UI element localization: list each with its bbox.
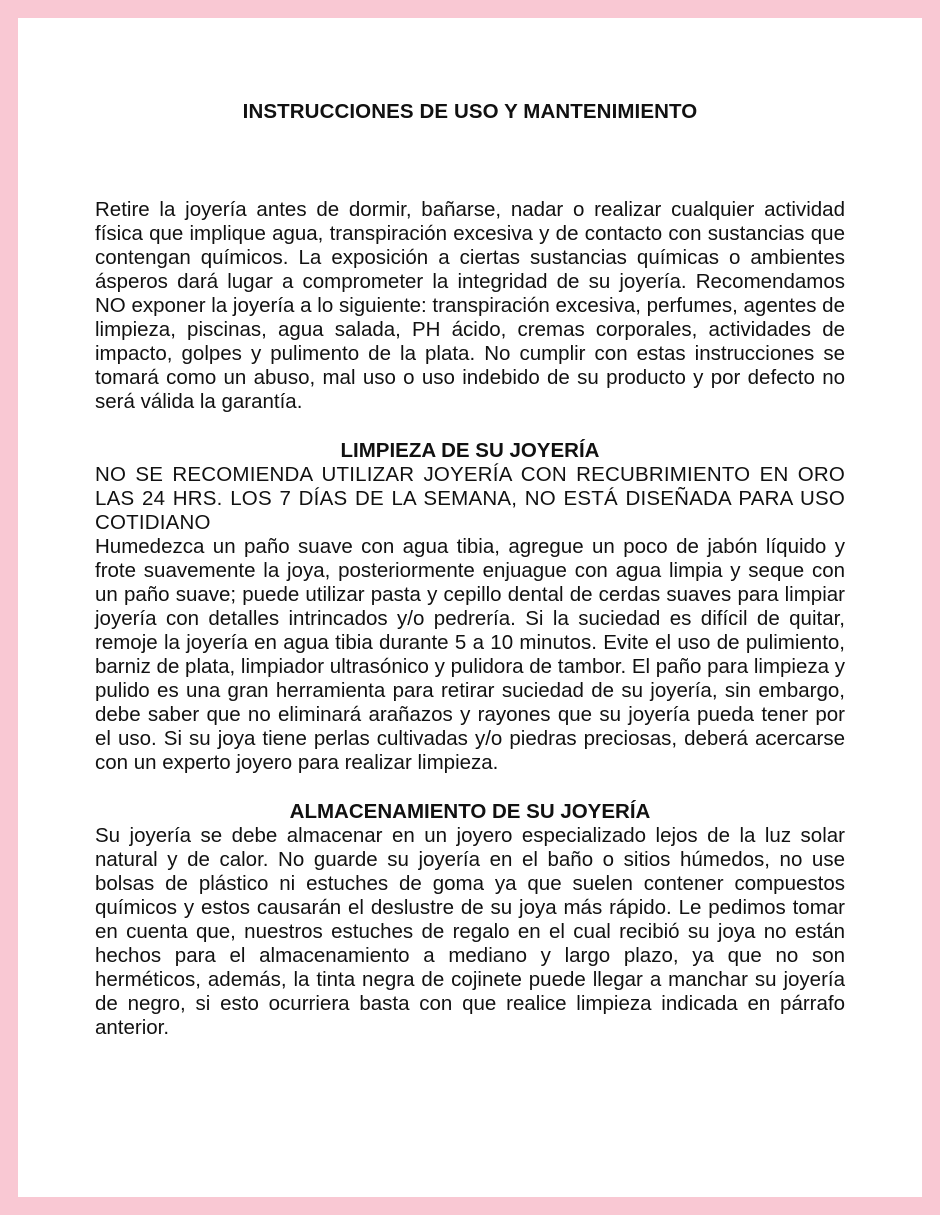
document-page xyxy=(18,18,922,1197)
storage-paragraph: Su joyería se debe almacenar en un joyero especializado lejos de la luz solar natural y de calor. No guarde su joyería en el baño o sitios húmedos, no use bolsas de plástico ni estuches de goma ya que suelen contener compuestos químicos y estos causarán el deslustre de su joya más rápido. Le pedimos tomar en cuenta que, nuestros estuches de regalo en el cual recibió su joya no están hechos para el almacenamiento a mediano y largo plazo, ya que no son herméticos, además, la tinta negra de cojinete puede llegar a manchar su joyería de negro, si esto ocurriera basta con que realice limpieza indicada en párrafo anterior. xyxy=(95,824,845,1039)
document-content xyxy=(95,98,845,1040)
intro-paragraph: Retire la joyería antes de dormir, bañarse, nadar o realizar cualquier actividad física que implique agua, transpiración excesiva y de contacto con sustancias que contengan químicos. La exposición a ciertas sustancias químicas o ambientes ásperos dará lugar a comprometer la integridad de su joyería. Recomendamos NO exponer la joyería a lo siguiente: transpiración excesiva, perfumes, agentes de limpieza, piscinas, agua salada, PH ácido, cremas corporales, actividades de impacto, golpes y pulimento de la plata. No cumplir con estas instrucciones se tomará como un abuso, mal uso o uso indebido de su producto y por defecto no será válida la garantía. xyxy=(95,198,845,413)
cleaning-notice: NO SE RECOMIENDA UTILIZAR JOYERÍA CON RECUBRIMIENTO EN ORO LAS 24 HRS. LOS 7 DÍAS DE LA SEMANA, NO ESTÁ DISEÑADA PARA USO COTIDIANO xyxy=(95,463,845,534)
cleaning-paragraph: Humedezca un paño suave con agua tibia, agregue un poco de jabón líquido y frote suavemente la joya, posteriormente enjuague con agua limpia y seque con un paño suave; puede utilizar pasta y cepillo dental de cerdas suaves para limpiar joyería con detalles intrincados y/o pedrería. Si la suciedad es difícil de quitar, remoje la joyería en agua tibia durante 5 a 10 minutos. Evite el uso de pulimiento, barniz de plata, limpiador ultrasónico y pulidora de tambor. El paño para limpieza y pulido es una gran herramienta para retirar suciedad de su joyería, sin embargo, debe saber que no eliminará arañazos y rayones que su joyería pueda tener por el uso. Si su joya tiene perlas cultivadas y/o piedras preciosas, deberá acercarse con un experto joyero para realizar limpieza. xyxy=(95,535,845,774)
document-title: INSTRUCCIONES DE USO Y MANTENIMIENTO xyxy=(242,100,698,123)
storage-heading: ALMACENAMIENTO DE SU JOYERÍA xyxy=(289,800,651,823)
cleaning-heading: LIMPIEZA DE SU JOYERÍA xyxy=(340,439,600,462)
